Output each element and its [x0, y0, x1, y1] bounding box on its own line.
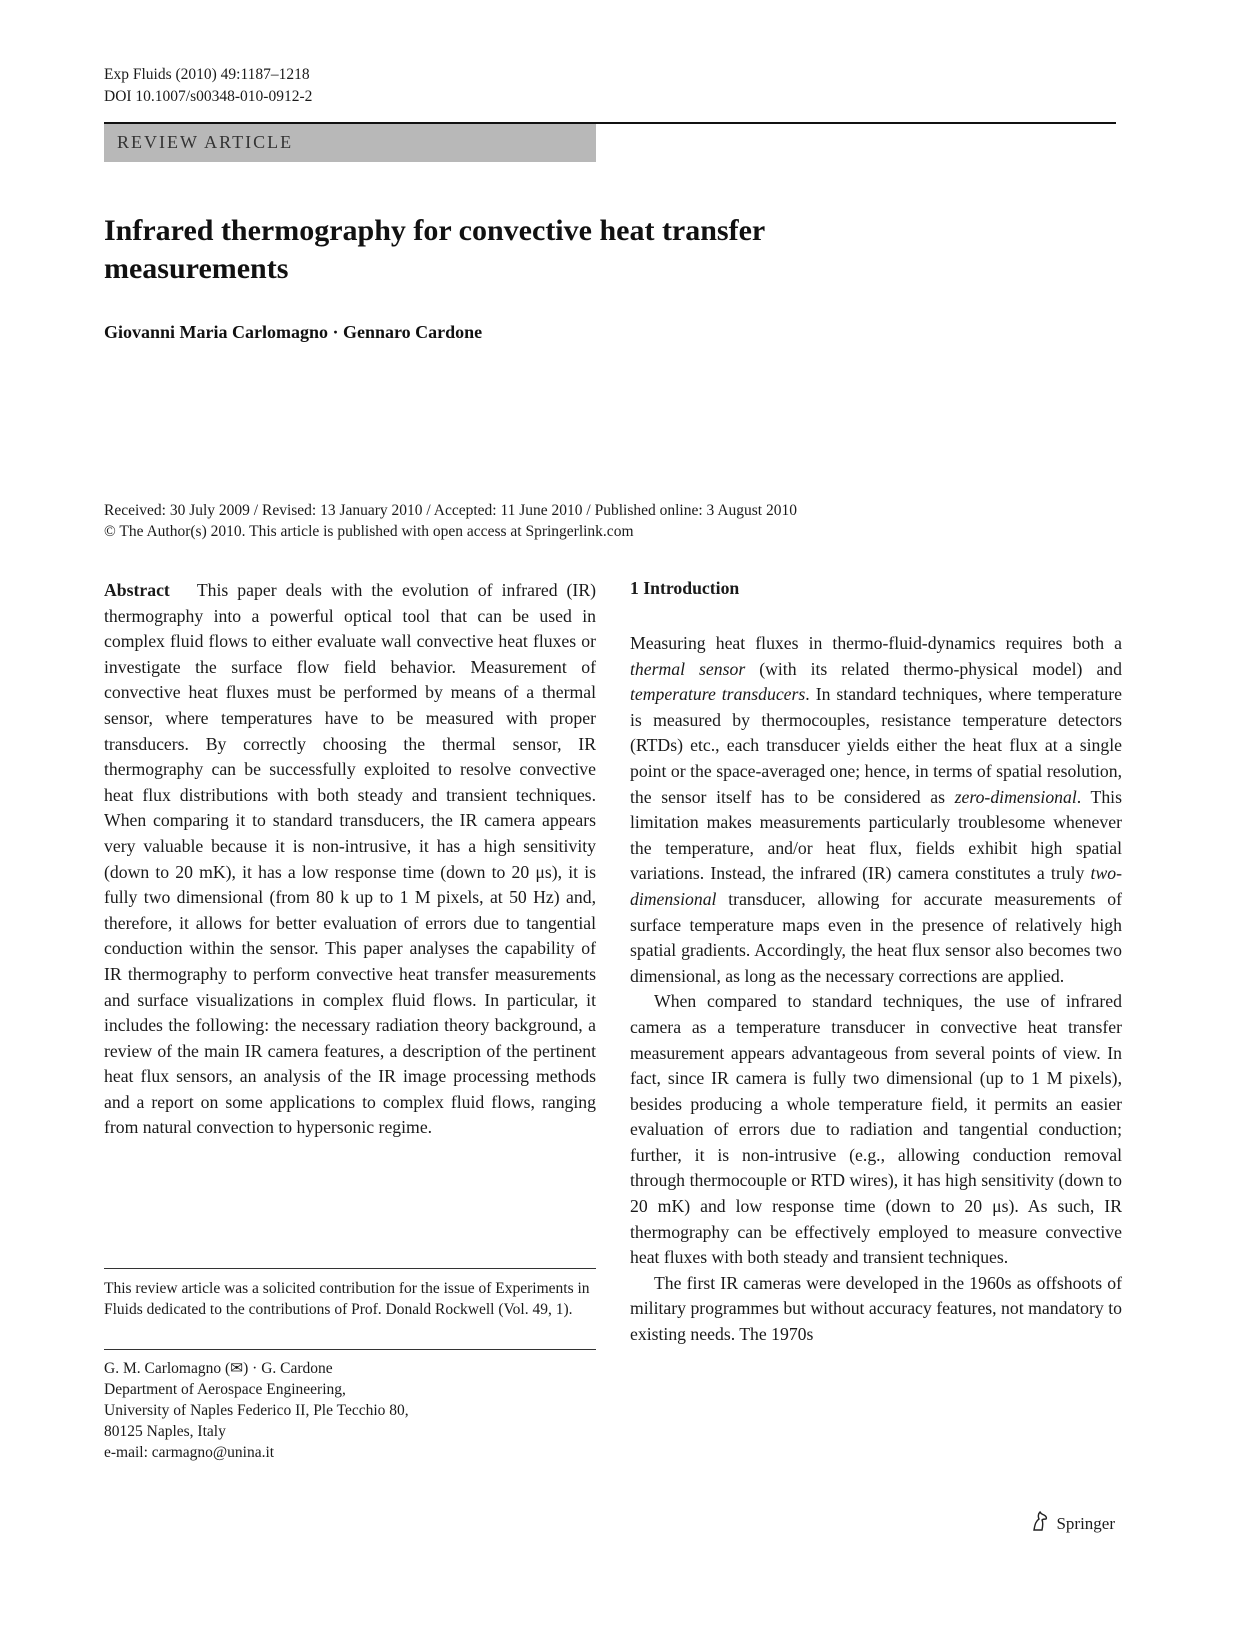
affiliation-rule: [104, 1349, 596, 1350]
publisher-logo: [1030, 1510, 1115, 1537]
affiliation-line: 80125 Naples, Italy: [104, 1423, 226, 1440]
footnote-rule: [104, 1268, 596, 1269]
abstract-label: Abstract: [104, 580, 170, 600]
footnote-note: This review article was a solicited contribution for the issue of Experiments in Fluids dedicated to the contributions of Prof. Donald Rockwell (Vol. 49, 1).: [104, 1280, 590, 1318]
publication-dates: [104, 500, 797, 542]
publisher-name: Springer: [1056, 1513, 1115, 1533]
springer-horse-icon: [1030, 1510, 1050, 1537]
intro-paragraph-3: The first IR cameras were developed in the 1960s as offshoots of military programmes but without accuracy features, not mandatory to existing needs. The 1970s: [630, 1272, 1122, 1345]
doi: DOI 10.1007/s00348-010-0912-2: [104, 88, 313, 105]
authors: Giovanni Maria Carlomagno · Gennaro Cardone: [104, 322, 483, 342]
journal-info: [104, 64, 312, 108]
article-type: REVIEW ARTICLE: [117, 132, 294, 152]
abstract: [104, 578, 596, 1141]
journal-citation: Exp Fluids (2010) 49:1187–1218: [104, 66, 310, 83]
affiliation: [104, 1358, 596, 1463]
affiliation-line: University of Naples Federico II, Ple Tecchio 80,: [104, 1402, 409, 1419]
article-type-band: [104, 124, 596, 162]
paper-title: Infrared thermography for convective heat transfer measurements: [104, 214, 765, 285]
email-link[interactable]: e-mail: carmagno@unina.it: [104, 1444, 275, 1461]
intro-paragraph-1: Measuring heat fluxes in thermo-fluid-dynamics requires both a thermal sensor (with its related thermo-physical model) and temperature transducers. In standard techniques, where temperature is measured by thermocouples, resistance temperature detectors (RTDs) etc., each transducer yields either the heat flux at a single point or the space-averaged one; hence, in terms of spatial resolution, the sensor itself has to be considered as zero-dimensional. This limitation makes measurements particularly troublesome whenever the temperature, and/or heat flux, fields exhibit high spatial variations. Instead, the infrared (IR) camera constitutes a truly two-dimensional transducer, allowing for accurate measurements of surface temperature maps even in the presence of relatively high spatial gradients. Accordingly, the heat flux sensor also becomes two dimensional, as long as the necessary corrections are applied.: [630, 633, 1122, 986]
introduction-body: [630, 631, 1122, 1348]
affiliation-line: Department of Aerospace Engineering,: [104, 1381, 346, 1398]
intro-paragraph-2: When compared to standard techniques, the use of infrared camera as a temperature transducer in convective heat transfer measurement appears advantageous from several points of view. In fact, since IR camera is fully two dimensional (up to 1 M pixels), besides producing a whole temperature field, it permits an easier evaluation of errors due to radiation and tangential conduction; further, it is non-intrusive (e.g., allowing conduction removal through thermocouple or RTD wires), it has high sensitivity (down to 20 mK) and low response time (down to 20 μs). As such, IR thermography can be effectively employed to measure convective heat fluxes with both steady and transient techniques.: [630, 991, 1122, 1268]
affiliation-line: G. M. Carlomagno (✉) · G. Cardone: [104, 1360, 333, 1377]
copyright-line: © The Author(s) 2010. This article is published with open access at Springerlink.com: [104, 523, 634, 540]
received-line: Received: 30 July 2009 / Revised: 13 January 2010 / Accepted: 11 June 2010 / Published online: 3 August 2010: [104, 502, 797, 519]
abstract-text: This paper deals with the evolution of infrared (IR) thermography into a powerful optical tool that can be used in complex fluid flows to either evaluate wall convective heat fluxes or investigate the surface flow field behavior. Measurement of convective heat fluxes must be performed by means of a thermal sensor, where temperatures have to be measured with proper transducers. By correctly choosing the thermal sensor, IR thermography can be successfully exploited to resolve convective heat flux distributions with both steady and transient techniques. When comparing it to standard transducers, the IR camera appears very valuable because it is non-intrusive, it has a high sensitivity (down to 20 mK), it has a low response time (down to 20 μs), it is fully two dimensional (from 80 k up to 1 M pixels, at 50 Hz) and, therefore, it allows for better evaluation of errors due to tangential conduction within the sensor. This paper analyses the capability of IR thermography to perform convective heat transfer measurements and surface visualizations in complex fluid flows. In particular, it includes the following: the necessary radiation theory background, a review of the main IR camera features, a description of the pertinent heat flux sensors, an analysis of the IR image processing methods and a report on some applications to complex fluid flows, ranging from natural convection to hypersonic regime.: [104, 580, 597, 1138]
section-heading: 1 Introduction: [630, 578, 740, 598]
